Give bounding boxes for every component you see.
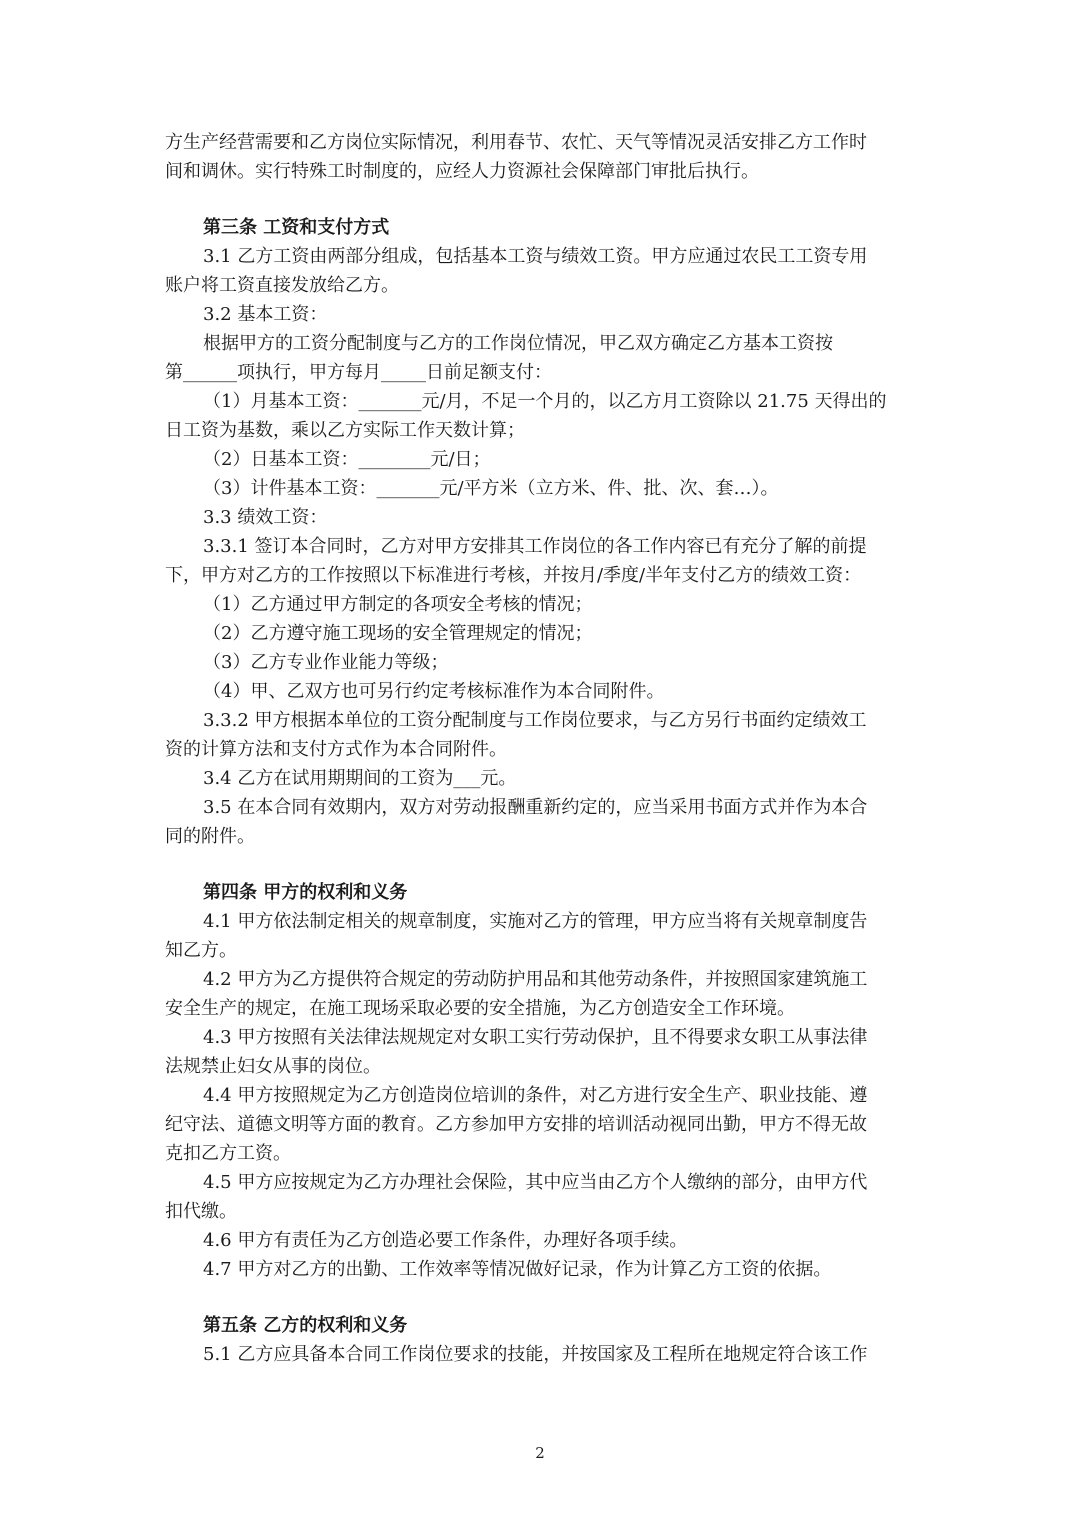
section-heading: 第四条 甲方的权利和义务 [203, 882, 408, 903]
paragraph [165, 619, 921, 648]
paragraph [165, 1255, 921, 1284]
paragraph [165, 1340, 921, 1369]
paragraph [165, 1081, 921, 1168]
paragraph-line: 3.3.2 甲方根据本单位的工资分配制度与工作岗位要求，与乙方另行书面约定绩效工 [203, 710, 867, 731]
paragraph [165, 532, 921, 590]
paragraph-line: 第______项执行，甲方每月_____日前足额支付： [165, 362, 552, 383]
paragraph [165, 677, 921, 706]
paragraph-line: 安全生产的规定，在施工现场采取必要的安全措施，为乙方创造安全工作环境。 [165, 998, 795, 1019]
paragraph-line: 日工资为基数，乘以乙方实际工作天数计算； [165, 420, 525, 441]
paragraph-line: 4.6 甲方有责任为乙方创造必要工作条件，办理好各项手续。 [203, 1230, 688, 1251]
paragraph [165, 907, 921, 965]
paragraph [165, 965, 921, 1023]
paragraph-line: 3.1 乙方工资由两部分组成，包括基本工资与绩效工资。甲方应通过农民工工资专用 [203, 246, 868, 267]
section [165, 1311, 921, 1369]
paragraph-line: 4.3 甲方按照有关法律法规规定对女职工实行劳动保护，且不得要求女职工从事法律 [203, 1027, 868, 1048]
paragraph-line: 3.3.1 签订本合同时，乙方对甲方安排其工作岗位的各工作内容已有充分了解的前提 [203, 536, 867, 557]
paragraph [165, 503, 921, 532]
paragraph [165, 706, 921, 764]
document-body [165, 128, 921, 1369]
paragraph-line: 账户将工资直接发放给乙方。 [165, 275, 399, 296]
section [165, 128, 921, 186]
paragraph-line: 3.3 绩效工资： [203, 507, 328, 528]
paragraph-line: 4.1 甲方依法制定相关的规章制度，实施对乙方的管理，甲方应当将有关规章制度告 [203, 911, 868, 932]
paragraph-line: 纪守法、道德文明等方面的教育。乙方参加甲方安排的培训活动视同出勤，甲方不得无故 [165, 1114, 867, 1135]
paragraph-line: 同的附件。 [165, 826, 255, 847]
section-spacer [165, 851, 921, 878]
paragraph-line: （1）月基本工资：_______元/月，不足一个月的，以乙方月工资除以 21.75 天得出的 [203, 391, 887, 412]
page-number: 2 [535, 1444, 545, 1462]
paragraph-line: （3）计件基本工资：_______元/平方米（立方米、件、批、次、套…）。 [203, 478, 779, 499]
paragraph-line: 根据甲方的工资分配制度与乙方的工作岗位情况，甲乙双方确定乙方基本工资按 [203, 333, 833, 354]
paragraph [165, 387, 921, 445]
paragraph [165, 764, 921, 793]
paragraph [165, 474, 921, 503]
paragraph [165, 128, 921, 186]
section-spacer [165, 186, 921, 213]
paragraph [165, 1023, 921, 1081]
paragraph-line: 3.2 基本工资： [203, 304, 328, 325]
section [165, 213, 921, 851]
paragraph-line: （4）甲、乙双方也可另行约定考核标准作为本合同附件。 [203, 681, 665, 702]
paragraph-line: 间和调休。实行特殊工时制度的，应经人力资源社会保障部门审批后执行。 [165, 161, 759, 182]
paragraph [165, 1226, 921, 1255]
paragraph-line: 4.5 甲方应按规定为乙方办理社会保险，其中应当由乙方个人缴纳的部分，由甲方代 [203, 1172, 868, 1193]
paragraph [165, 445, 921, 474]
section [165, 878, 921, 1284]
paragraph-line: （1）乙方通过甲方制定的各项安全考核的情况； [203, 594, 593, 615]
paragraph-line: 克扣乙方工资。 [165, 1143, 291, 1164]
paragraph-line: 4.2 甲方为乙方提供符合规定的劳动防护用品和其他劳动条件，并按照国家建筑施工 [203, 969, 868, 990]
paragraph-line: 下，甲方对乙方的工作按照以下标准进行考核，并按月/季度/半年支付乙方的绩效工资： [165, 565, 862, 586]
paragraph-line: 法规禁止妇女从事的岗位。 [165, 1056, 381, 1077]
paragraph-line: 4.7 甲方对乙方的出勤、工作效率等情况做好记录，作为计算乙方工资的依据。 [203, 1259, 832, 1280]
paragraph-line: （2）乙方遵守施工现场的安全管理规定的情况； [203, 623, 593, 644]
paragraph-line: 知乙方。 [165, 940, 237, 961]
section-heading: 第五条 乙方的权利和义务 [203, 1315, 408, 1336]
paragraph-line: 4.4 甲方按照规定为乙方创造岗位培训的条件，对乙方进行安全生产、职业技能、遵 [203, 1085, 868, 1106]
section-spacer [165, 1284, 921, 1311]
paragraph-line: 扣代缴。 [165, 1201, 237, 1222]
paragraph [165, 1168, 921, 1226]
paragraph [165, 648, 921, 677]
paragraph [165, 793, 921, 851]
paragraph-line: 3.4 乙方在试用期期间的工资为___元。 [203, 768, 517, 789]
paragraph-line: 3.5 在本合同有效期内，双方对劳动报酬重新约定的，应当采用书面方式并作为本合 [203, 797, 868, 818]
paragraph [165, 242, 921, 300]
paragraph [165, 590, 921, 619]
paragraph [165, 300, 921, 329]
paragraph-line: 5.1 乙方应具备本合同工作岗位要求的技能，并按国家及工程所在地规定符合该工作 [203, 1344, 868, 1365]
paragraph-line: （2）日基本工资：________元/日； [203, 449, 491, 470]
section-heading: 第三条 工资和支付方式 [203, 217, 390, 238]
paragraph [165, 329, 921, 387]
paragraph-line: 方生产经营需要和乙方岗位实际情况，利用春节、农忙、天气等情况灵活安排乙方工作时 [165, 132, 867, 153]
paragraph-line: （3）乙方专业作业能力等级； [203, 652, 449, 673]
paragraph-line: 资的计算方法和支付方式作为本合同附件。 [165, 739, 507, 760]
